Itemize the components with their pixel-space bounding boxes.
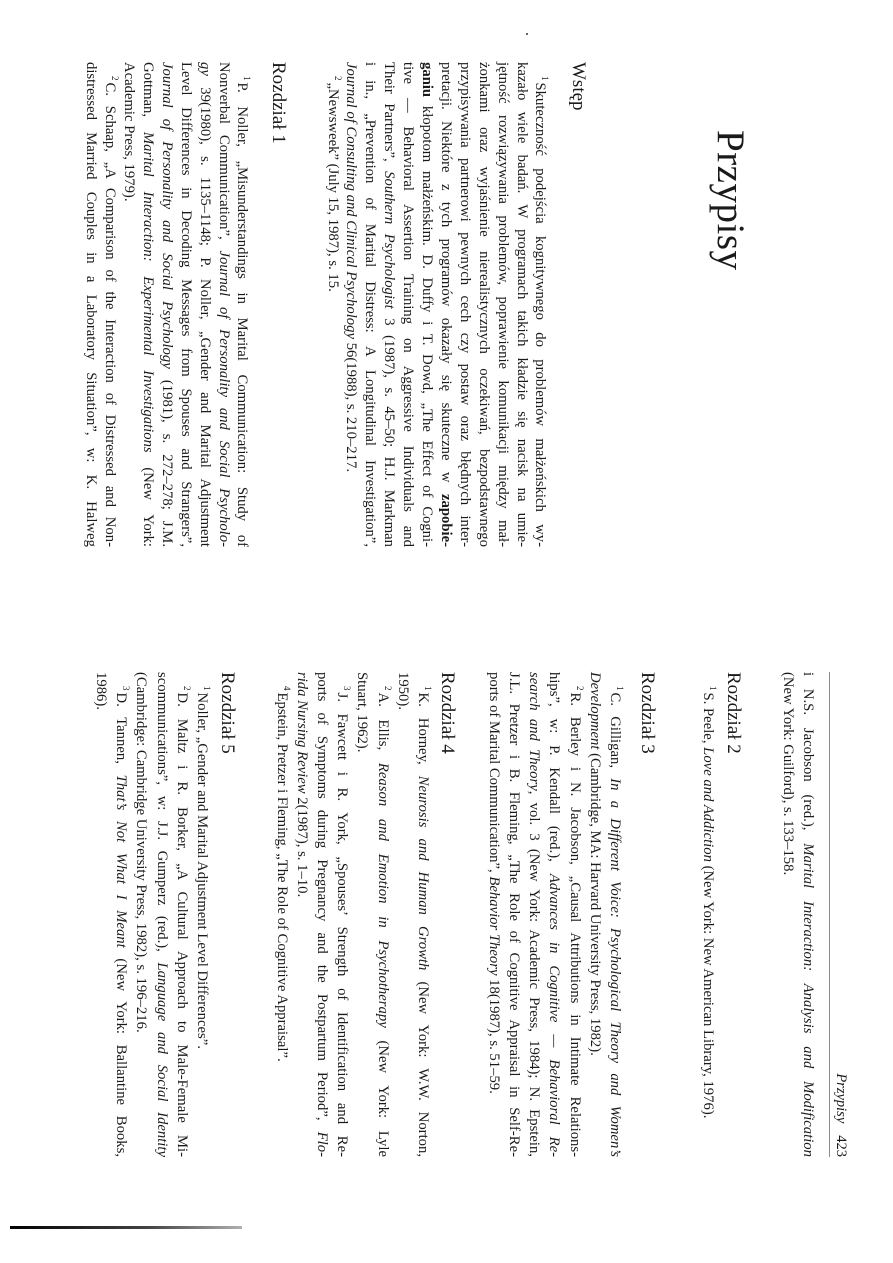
footnote-line (512, 62, 531, 547)
footnote-text: Gottman, (139, 62, 156, 132)
footnote-text: A. Ellis, (374, 692, 391, 763)
footnote-line (398, 62, 417, 547)
footnote-line (544, 672, 564, 1157)
footnote-line (214, 62, 233, 547)
footnote-text: J.L. Pretzer i B. Fleming, „The Role of Cognitive Appraisal in Self-Re- (506, 672, 523, 1157)
footnote-line (332, 672, 352, 1157)
footnote-line (778, 672, 798, 1157)
footnote-text: Academic Press, 1979). (121, 62, 138, 202)
footnote-text: (New York: W.W. Norton, (415, 970, 432, 1158)
footnote-text: Epstein, Pretzer i Fleming, „The Role of Cognitive Appraisal”. (273, 692, 290, 1062)
footnote-text: i N.S. Jacobson (red.), (800, 672, 817, 844)
footnote-text: kazało wiele badań. W programach takich kładzie się nacisk na umie- (513, 62, 530, 547)
footnote-text: 3 (1987), s. 45–50; H.J. Markman (381, 308, 398, 547)
footnote-text: P. Noller, „Misunderstandings in Marital Communication: Study of (234, 82, 251, 547)
footnote-line (157, 62, 176, 547)
footnote-line (152, 672, 172, 1157)
footnote-line (698, 672, 718, 1157)
footnote-line (413, 672, 433, 1157)
italic-title-text: Journal of Personality and Social Psychology (158, 62, 175, 369)
footnote-text: scommunications”, w: J.J. Gumperz (red.), (153, 672, 170, 963)
footnote-text: kłopotom małżeńskim. D. Duffy i T. Dowd, „The Effect of Cogni- (419, 97, 436, 547)
footnote-text: i in., „Prevention of Marital Distress: A Longitudinal Investigation”, (362, 62, 379, 547)
footnote-line (474, 62, 493, 547)
italic-title-text: In a Different Voice: Psychological Theory and Women’s (607, 778, 624, 1158)
footnote-text: (New York: New American Library, 1976). (700, 861, 717, 1119)
footnote-line (417, 62, 436, 547)
section-heading: Rozdział 4 (437, 672, 458, 754)
footnote-text: D. Maltz i R. Borker, „A Cultural Approach to Male-Female Mi- (173, 692, 190, 1157)
footnote-number: 2 (382, 686, 393, 691)
footnote-text: 1986). (93, 672, 110, 710)
footnote-text: pretacji. Niektóre z tych programów okazały się skuteczne w (437, 62, 454, 494)
footnote-number: 3 (121, 686, 132, 691)
footnote-line (272, 672, 292, 1157)
footnote-number: 1 (242, 76, 253, 81)
footnote-line (172, 672, 192, 1157)
running-head-title: Przypisy (833, 1073, 849, 1124)
footnote-text: Noller, „Gender and Marital Adjustment Level Differences”. (194, 692, 211, 1049)
footnote-line (393, 672, 413, 1157)
footnote-text: żonkami oraz wyjaśnienie nierealistycznych oczekiwań, bezpodstawnego (475, 62, 492, 547)
page-number: 423 (833, 1135, 849, 1157)
footnote-line (111, 672, 131, 1157)
footnote-number: 3 (342, 686, 353, 691)
footnote-text: Skuteczność podejścia kognitywnego do problemów małżeńskich wy- (532, 82, 549, 547)
page-title: Przypisy (709, 130, 752, 271)
footnote-line (352, 672, 372, 1157)
italic-title-text: Advances in Cognitive — Behavioral Re- (546, 873, 563, 1157)
footnote-text: Their Partners”, (381, 62, 398, 172)
footnote-text: (Cambridge, MA: Harvard University Press, 1982). (586, 749, 603, 1056)
italic-title-text: Journal of Consulting and Clinical Psychology (343, 62, 360, 340)
footnote-text: , vol. 3 (New York: Academic Press, 1984); N. Epstein, (526, 790, 543, 1157)
section-heading: Rozdział 1 (268, 62, 289, 144)
footnote-line (531, 62, 550, 547)
footnote-line (484, 672, 504, 1157)
italic-title-text: Behavior Theory (485, 876, 502, 976)
italic-title-text: Marital Interaction: Analysis and Modification (800, 843, 817, 1157)
section-heading: Rozdział 3 (637, 672, 658, 754)
italic-title-text: Flo- (314, 1131, 331, 1157)
footnote-text: (New York: Guilford), s. 133–158. (779, 672, 796, 876)
footnote-text: Nonverbal Communication”, (215, 62, 232, 251)
footnote-line (360, 62, 379, 547)
italic-title-text: Journal of Personality and Social Psycholo- (215, 250, 232, 548)
footnote-text: R. Berley i N. Jacobson, „Causal Attributions in Intimate Relations- (566, 692, 583, 1157)
footnote-text: (New York: Ballantine Books, (113, 947, 130, 1157)
italic-title-text: gy (196, 62, 213, 76)
italic-title-text: Southern Psychologist (381, 171, 398, 309)
footnote-line (91, 672, 111, 1157)
footnote-text: 56(1988), s. 210–217. (343, 339, 360, 473)
footnote-line (455, 62, 474, 547)
footnote-number: 2 (574, 686, 585, 691)
footnote-text: Stuart, 1962). (354, 672, 371, 753)
footnote-line (342, 62, 361, 547)
footnote-line (176, 62, 195, 547)
footnote-line (292, 672, 312, 1157)
scan-speck (526, 33, 528, 35)
footnote-text: 1950). (394, 672, 411, 710)
footnote-line (195, 62, 214, 547)
footnote-text: (New York: Lyle (374, 1027, 391, 1158)
footnote-number: 1 (615, 686, 626, 691)
footnote-text: Level Differences in Decoding Messages from Spouses and Strangers”, (177, 62, 194, 547)
footnote-line (81, 62, 100, 547)
footnote-line (119, 62, 138, 547)
footnote-text: K. Horney, (415, 692, 432, 776)
footnote-number: 2 (110, 76, 121, 81)
footnote-line (312, 672, 332, 1157)
footnote-line (605, 672, 625, 1157)
italic-title-text: Development (586, 672, 603, 750)
footnote-line (192, 672, 212, 1157)
italic-title-text: Neurosis and Human Growth (415, 775, 432, 971)
footnote-text: tive — Behavioral Assertion Training on Aggressive Individuals and (400, 62, 417, 547)
footnote-line (493, 62, 512, 547)
footnote-line (565, 672, 585, 1157)
footnote-line (100, 62, 119, 547)
footnote-text: J. Fawcett i R. York, „Spouses’ Strength of Identification and Re- (334, 692, 351, 1157)
header-rule (829, 672, 830, 1157)
italic-title-text: That’s Not What I Meant (113, 774, 130, 948)
section-heading: Wstęp (568, 62, 589, 111)
footnote-line (233, 62, 252, 547)
footnote-line (436, 62, 455, 547)
footnote-text: przypisywania partnerowi pewnych cech czy postaw oraz błędnych inter- (456, 62, 473, 547)
footnote-text: jętność rozwiązywania problemów, poprawienie komunikacji między mał- (494, 62, 511, 547)
footnote-text: distressed Married Couples in a Laboratory Situation”, w: K. Halweg (83, 62, 100, 547)
footnote-text: „Newsweek” (July 15, 1987), s. 15. (324, 82, 341, 292)
footnote-text: hips”, w: P. Kendall (red.), (546, 672, 563, 874)
footnote-line (379, 62, 398, 547)
footnote-text: (1981), s. 272–278; J.M. (158, 368, 175, 547)
italic-title-text: Love and Addiction (700, 747, 717, 862)
bold-text: ganiu (419, 62, 436, 98)
italic-title-text: rida Nursing Review (293, 672, 310, 794)
section-heading: Rozdział 5 (217, 672, 238, 754)
footnote-text: (Cambridge: Cambridge University Press, 1982), s. 196–216. (133, 672, 150, 1033)
footnote-text: 39(1980), s. 1135–1148; P. Noller, „Gender and Marital Adjustment (196, 75, 213, 547)
footnote-text: ports of Marital Communication”, (485, 672, 502, 877)
footnote-text: C. Schaap, „A Comparison of the Interaction of Distressed and Non- (102, 82, 119, 547)
footnote-text: (New York: (139, 452, 156, 548)
footnote-number: 2 (181, 686, 192, 691)
footnote-text: ports of Symptoms during Pregnancy and the Postpartum Period”, (314, 672, 331, 1132)
bold-text: zapobie- (437, 493, 454, 547)
footnote-number: 1 (708, 686, 719, 691)
footnote-text: 2(1987), s. 1–10. (293, 793, 310, 898)
footnote-line (585, 672, 605, 1157)
italic-title-text: Marital Interaction: Experimental Investigations (139, 131, 156, 453)
footnote-number: 1 (423, 686, 434, 691)
footnote-number: 1 (540, 76, 551, 81)
section-heading: Rozdział 2 (723, 672, 744, 754)
footnote-text: 18(1987), s. 51–59. (485, 975, 502, 1094)
footnote-line (504, 672, 524, 1157)
footnote-line (798, 672, 818, 1157)
book-edge-shadow (10, 1226, 242, 1229)
footnote-text: D. Tannen, (113, 692, 130, 775)
italic-title-text: Language and Social Identity (153, 962, 170, 1157)
footnote-line (323, 62, 342, 547)
footnote-line (524, 672, 544, 1157)
footnote-number: 2 (332, 76, 343, 81)
footnote-text: S. Peele, (700, 692, 717, 748)
italic-title-text: Reason and Emotion in Psychotherapy (374, 762, 391, 1028)
footnote-number: 4 (281, 686, 292, 691)
running-head (832, 672, 850, 1157)
footnote-line (131, 672, 151, 1157)
footnote-number: 1 (202, 686, 213, 691)
italic-title-text: search and Theory (526, 672, 543, 791)
footnote-line (373, 672, 393, 1157)
footnote-text: C. Gilligan, (607, 692, 624, 779)
footnote-line (138, 62, 157, 547)
